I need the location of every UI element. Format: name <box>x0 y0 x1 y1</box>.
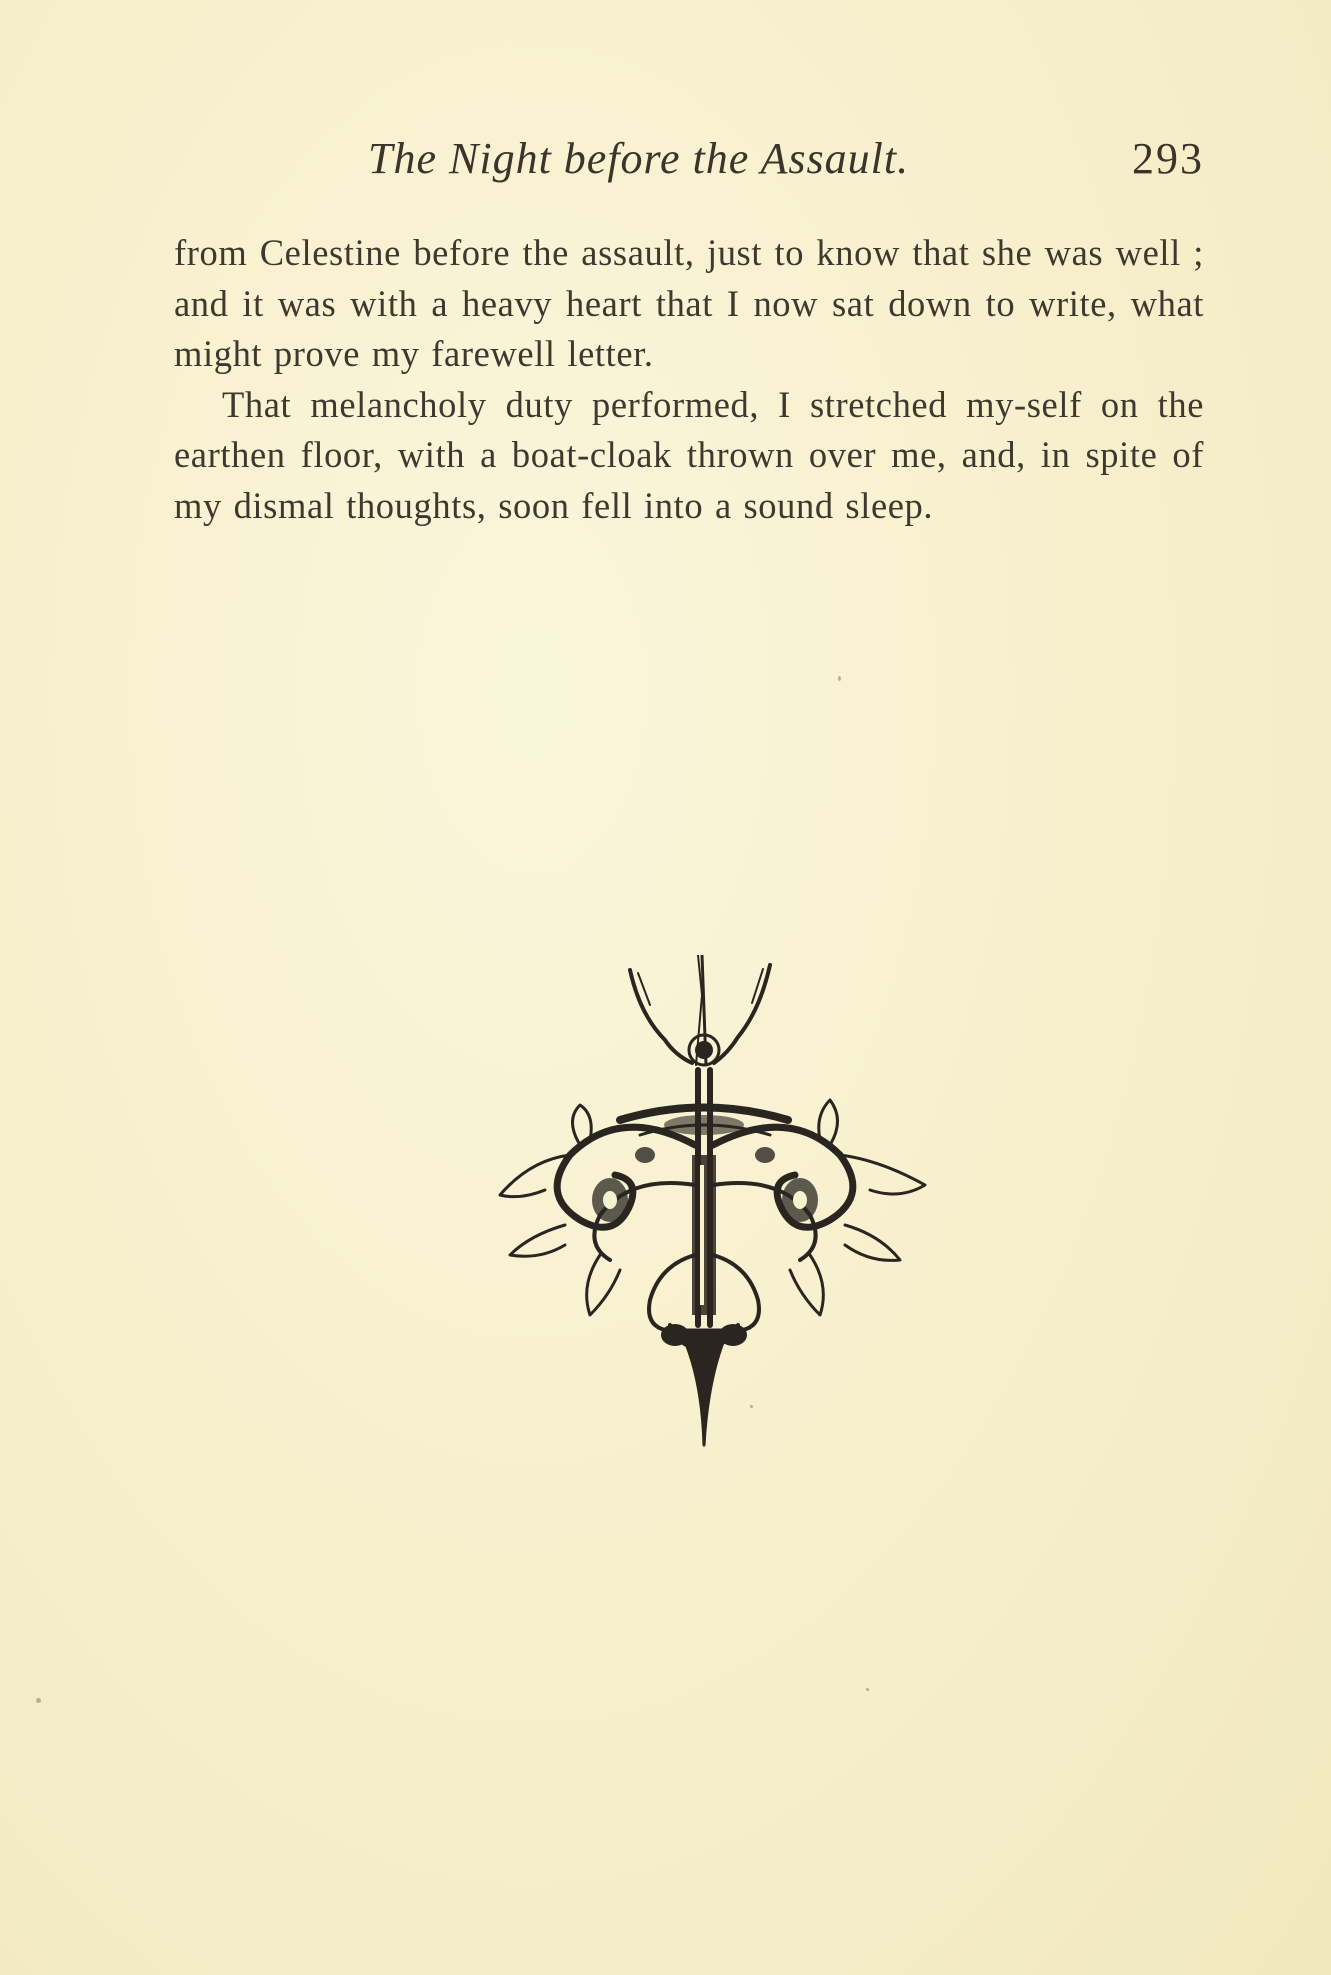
running-head <box>174 133 1204 193</box>
paper-speck <box>750 1405 753 1408</box>
page-number: 293 <box>1132 134 1204 183</box>
running-title: The Night before the Assault. <box>368 134 910 183</box>
paper-speck <box>36 1698 41 1703</box>
paragraph-1: from Celestine before the assault, just to know that she was well ; and it was with a heavy heart that I now sat down to write, what might prove my farewell letter. <box>174 232 1204 375</box>
paper-speck <box>866 1688 869 1691</box>
trident-ornament-icon <box>470 955 945 1455</box>
paper-speck <box>838 676 841 681</box>
paragraph-2: That melancholy duty performed, I stretched my-self on the earthen floor, with a boat-cloak thrown over me, and, in spite of my dismal thoughts, soon fell into a sound sleep. <box>174 383 1204 526</box>
body-text <box>174 228 1204 532</box>
